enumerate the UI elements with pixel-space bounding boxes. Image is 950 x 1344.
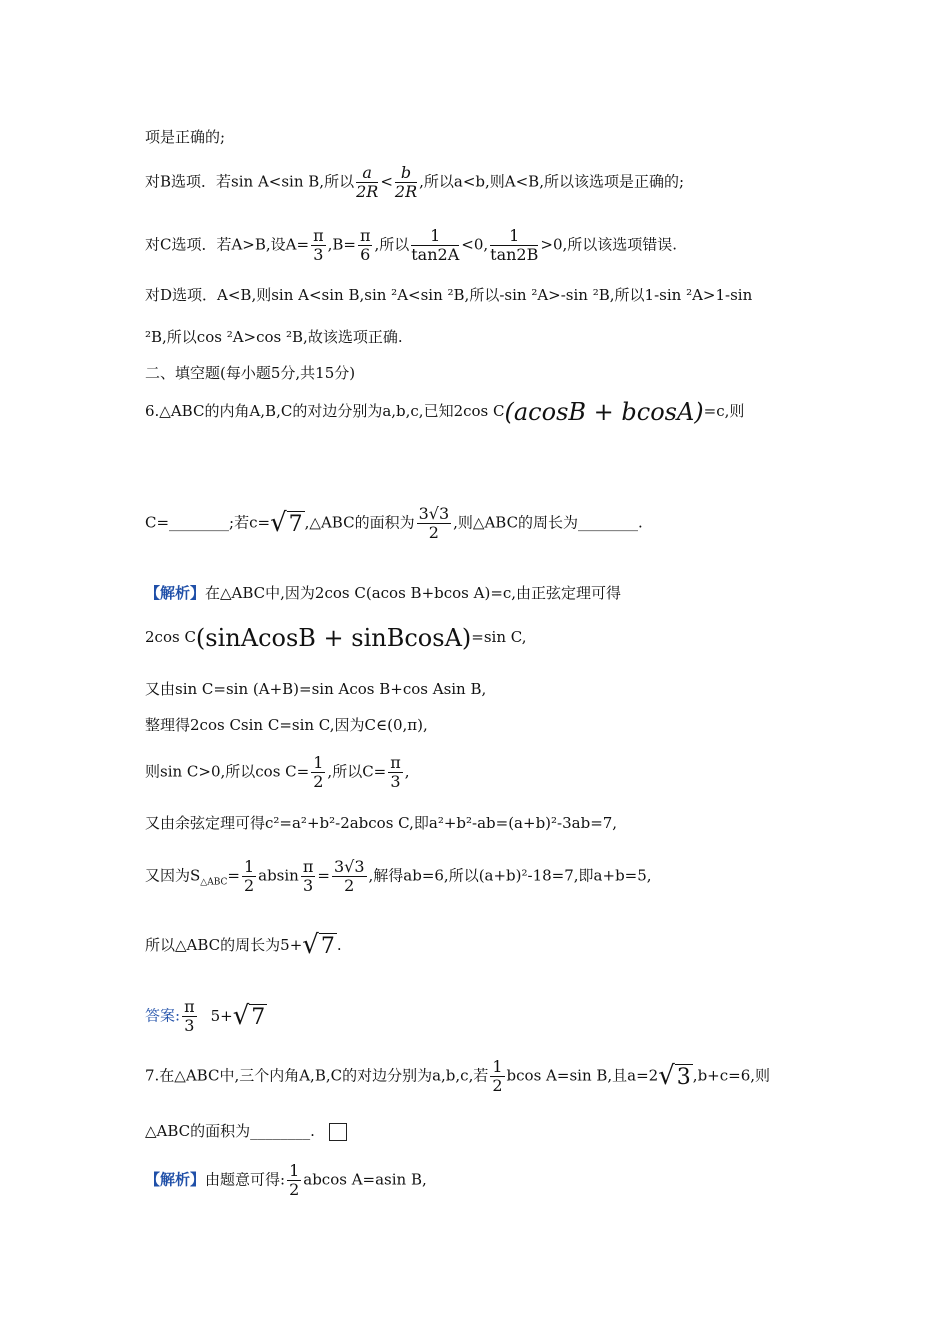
text: abcos A=asin B, (303, 1170, 427, 1189)
text: ,所以 (374, 235, 410, 254)
fraction (417, 505, 452, 542)
fraction (332, 858, 367, 895)
fraction (358, 227, 373, 264)
numerator: 1 (411, 227, 459, 246)
fraction (301, 858, 316, 895)
text: 对B选项．若sin A<sin B,所以 (145, 172, 355, 191)
numerator: 1 (492, 1057, 503, 1076)
text-line (145, 624, 527, 652)
numerator: 1 (313, 753, 324, 772)
text: 项是正确的; (145, 128, 226, 146)
text: C=________;若c= (145, 513, 271, 532)
text-line (145, 227, 677, 264)
numerator: 3√3 (418, 504, 450, 523)
answer-tag: 答案: (145, 1006, 181, 1025)
denominator: 2 (492, 1076, 503, 1095)
numerator: 1 (243, 857, 255, 876)
text-line (145, 930, 342, 960)
text: 对C选项．若A>B,设A= (145, 235, 310, 254)
fraction (411, 227, 459, 264)
text-line (145, 754, 410, 791)
math-expression: (sinAcosB + sinBcosA) (195, 624, 472, 652)
sqrt: √7 (232, 1000, 266, 1031)
radicand: 7 (320, 934, 335, 959)
numerator: π (313, 226, 324, 245)
numerator: b (395, 164, 417, 183)
text: , (404, 762, 410, 781)
fraction (182, 998, 197, 1035)
text-line (145, 716, 428, 734)
numerator: 1 (490, 227, 538, 246)
fraction (311, 227, 326, 264)
denominator: 2R (394, 182, 418, 201)
text: 2cos C (145, 628, 196, 646)
fraction (356, 164, 378, 201)
text: 整理得2cos Csin C=sin C,因为C∈(0,π), (145, 716, 428, 734)
numerator: 1 (289, 1161, 300, 1180)
text: . (336, 936, 342, 954)
answer-line (145, 998, 267, 1035)
denominator: 2 (428, 523, 439, 542)
radicand: 7 (288, 511, 303, 537)
fraction (388, 754, 403, 791)
text-line (145, 814, 617, 832)
checkbox-square (329, 1123, 347, 1141)
text: 7.在△ABC中,三个内角A,B,C的对边分别为a,b,c,若 (145, 1066, 489, 1085)
text: 5+ (210, 1006, 233, 1025)
text: ,解得ab=6,所以(a+b)²-18=7,即a+b=5, (368, 866, 652, 885)
text: ,则△ABC的周长为________. (453, 513, 643, 532)
denominator: tan2B (490, 245, 539, 264)
fraction (242, 858, 256, 895)
text: 6.△ABC的内角A,B,C的对边分别为a,b,c,已知2cos C (145, 402, 505, 420)
analysis-line (145, 584, 621, 602)
math-expression: (acosB + bcosA) (504, 398, 704, 426)
numerator: π (302, 857, 314, 876)
text: ,所以a<b,则A<B,所以该选项是正确的; (419, 172, 685, 191)
denominator: 2 (344, 876, 355, 895)
text: 则sin C>0,所以cos C= (145, 762, 310, 781)
analysis-tag: 【解析】 (145, 584, 206, 602)
text: ,所以C= (327, 762, 387, 781)
text: 又由余弦定理可得c²=a²+b²-2abcos C,即a²+b²-ab=(a+b)²-3ab=7, (145, 814, 618, 832)
text: < (380, 172, 393, 191)
text: 又由sin C=sin (A+B)=sin Acos B+cos Asin B, (145, 680, 487, 698)
denominator: 3 (390, 772, 401, 791)
text: =c,则 (703, 402, 745, 420)
text: = (227, 866, 240, 885)
analysis-tag: 【解析】 (145, 1170, 206, 1189)
analysis-line (145, 1162, 427, 1199)
text: 由题意可得: (205, 1170, 286, 1189)
numerator: 3√3 (333, 857, 365, 876)
text-line (145, 164, 684, 201)
fraction (287, 1162, 301, 1199)
text: = (317, 866, 330, 885)
denominator: 3 (184, 1016, 195, 1035)
text: △ABC的面积为________. (145, 1122, 315, 1140)
section-heading (145, 364, 355, 382)
text: bcos A=sin B,且a=2 (506, 1066, 659, 1085)
text: =sin C, (471, 628, 527, 646)
denominator: 2 (289, 1180, 300, 1199)
sqrt: √7 (270, 507, 303, 538)
text: ²B,所以cos ²A>cos ²B,故该选项正确. (145, 328, 403, 346)
text: 对D选项．A<B,则sin A<sin B,sin ²A<sin ²B,所以-sin ²A>-sin ²B,所以1-sin ²A>1-sin (145, 286, 753, 304)
denominator: 2 (243, 876, 255, 895)
text: 所以△ABC的周长为5+ (145, 936, 303, 954)
question-7-cont (145, 1122, 347, 1141)
denominator: 2R (356, 182, 379, 201)
fraction (395, 164, 417, 201)
sqrt: √7 (302, 930, 335, 960)
text-line (145, 328, 403, 346)
denominator: 3 (303, 876, 314, 895)
text: absin (258, 866, 299, 885)
numerator: π (359, 226, 371, 245)
text-line (145, 286, 752, 304)
text: <0, (461, 235, 489, 254)
text: 又因为S (145, 866, 201, 885)
text: 在△ABC中,因为2cos C(acos B+bcos A)=c,由正弦定理可得 (205, 584, 622, 602)
fraction (490, 1058, 504, 1095)
denominator: 6 (360, 245, 371, 264)
text: ,b+c=6,则 (692, 1066, 771, 1085)
question-6-cont (145, 505, 643, 542)
denominator: tan2A (411, 245, 460, 264)
fraction (490, 227, 538, 264)
text-line (145, 680, 486, 698)
numerator: a (356, 164, 378, 183)
text-line (145, 858, 652, 895)
denominator: 2 (313, 772, 324, 791)
numerator: π (390, 753, 401, 772)
question-7 (145, 1058, 770, 1095)
denominator: 3 (313, 245, 324, 264)
subscript: △ABC (200, 877, 228, 888)
text: ,B= (327, 235, 356, 254)
text: >0,所以该选项错误. (540, 235, 678, 254)
radicand: 7 (251, 1004, 266, 1030)
text-line (145, 128, 225, 146)
fraction (311, 754, 325, 791)
radicand: 3 (676, 1064, 691, 1090)
numerator: π (184, 997, 195, 1016)
text: ,△ABC的面积为 (304, 513, 415, 532)
question-6 (145, 398, 745, 426)
sqrt: √3 (658, 1060, 691, 1091)
text: 二、填空题(每小题5分,共15分) (145, 364, 356, 382)
